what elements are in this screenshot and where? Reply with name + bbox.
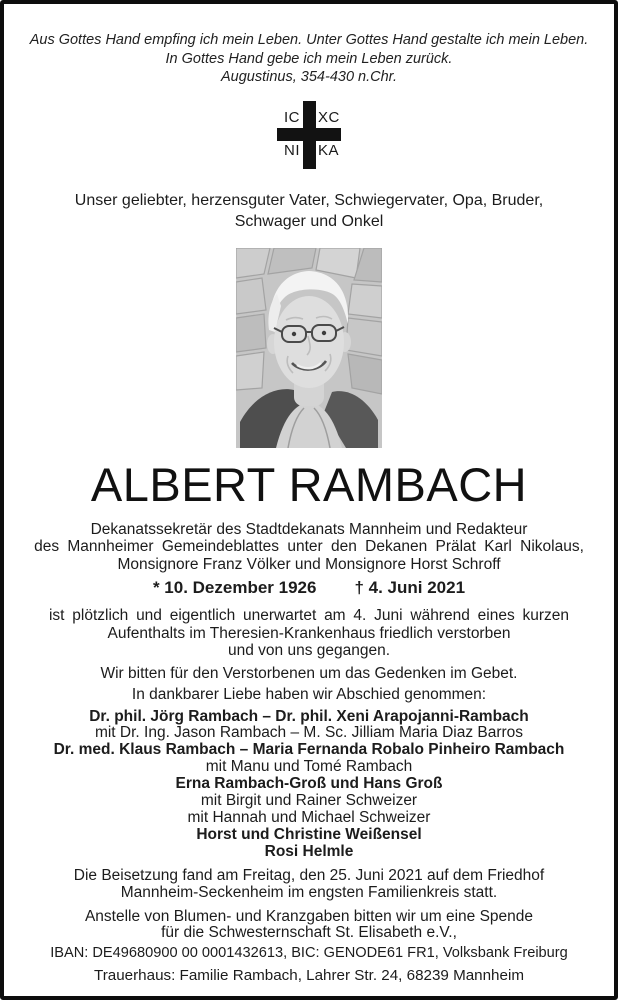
family-line: mit Hannah und Michael Schweizer xyxy=(187,808,431,826)
notice-line: ist plötzlich und eigentlich unerwartet am 4. Juni während eines kurzen xyxy=(48,607,570,624)
notice-line: und von uns gegangen. xyxy=(227,642,391,659)
quote-attribution: Augustinus, 354-430 n.Chr. xyxy=(221,69,397,85)
bank-details: IBAN: DE49680900 00 0001432613, BIC: GENODE61 FR1, Volksbank Freiburg xyxy=(50,945,568,962)
portrait-photo xyxy=(236,248,382,448)
farewell-lead-in: In dankbarer Liebe haben wir Abschied genommen: xyxy=(131,686,487,703)
family-list xyxy=(4,709,614,861)
intro-line: Schwager und Onkel xyxy=(234,213,384,230)
donation-line: für die Schwesternschaft St. Elisabeth e.V., xyxy=(161,924,457,942)
christogram-letters-xc: XC xyxy=(318,108,340,126)
roles-line: Monsignore Franz Völker und Monsignore Horst Schroff xyxy=(117,555,501,573)
christogram-letters-ic: IC xyxy=(284,108,300,126)
notice-line: Aufenthalts im Theresien-Krankenhaus friedlich verstorben xyxy=(107,624,511,642)
cross-horizontal-bar xyxy=(277,128,341,141)
opening-quote xyxy=(4,31,614,87)
death-notice xyxy=(4,607,614,660)
family-line: Horst und Christine Weißensel xyxy=(196,825,422,843)
death-date: † 4. Juni 2021 xyxy=(354,578,466,597)
burial-info xyxy=(4,867,614,902)
family-line: Erna Rambach-Groß und Hans Groß xyxy=(175,775,443,793)
roles-line: des Mannheimer Gemeindeblattes unter den Dekanen Prälat Karl Nikolaus, xyxy=(34,538,584,555)
quote-line: Aus Gottes Hand empfing ich mein Leben. Unter Gottes Hand gestalte ich mein Leben. xyxy=(29,32,589,48)
family-line: Dr. phil. Jörg Rambach – Dr. phil. Xeni Arapojanni-Rambach xyxy=(89,707,529,725)
donation-request xyxy=(4,909,614,943)
family-line: Dr. med. Klaus Rambach – Maria Fernanda Robalo Pinheiro Rambach xyxy=(53,741,565,759)
cross-icon xyxy=(249,101,369,169)
quote-line: In Gottes Hand gebe ich mein Leben zurück. xyxy=(165,50,453,67)
intro-text xyxy=(4,190,614,233)
intro-line: Unser geliebter, herzensguter Vater, Schwiegervater, Opa, Bruder, xyxy=(74,191,544,209)
mourning-house-address: Trauerhaus: Familie Rambach, Lahrer Str. 24, 68239 Mannheim xyxy=(94,967,524,985)
family-line: mit Birgit und Rainer Schweizer xyxy=(200,792,418,810)
family-line: Rosi Helmle xyxy=(264,842,354,860)
family-line: mit Manu und Tomé Rambach xyxy=(205,758,413,776)
life-dates xyxy=(4,578,614,598)
deceased-roles xyxy=(4,521,614,574)
roles-line: Dekanatssekretär des Stadtdekanats Mannheim und Redakteur xyxy=(90,520,528,538)
deceased-name: ALBERT RAMBACH xyxy=(90,457,528,511)
family-line: mit Dr. Ing. Jason Rambach – M. Sc. Jilliam Maria Diaz Barros xyxy=(94,724,524,742)
prayer-request: Wir bitten für den Verstorbenen um das Gedenken im Gebet. xyxy=(100,664,518,682)
donation-line: Anstelle von Blumen- und Kranzgaben bitten wir um eine Spende xyxy=(84,907,534,925)
christogram-letters-ka: KA xyxy=(318,141,340,159)
burial-line: Mannheim-Seckenheim im engsten Familienkreis statt. xyxy=(120,884,498,902)
burial-line: Die Beisetzung fand am Freitag, den 25. Juni 2021 auf dem Friedhof xyxy=(73,866,545,884)
christogram-letters-ni: NI xyxy=(284,141,300,159)
birth-date: * 10. Dezember 1926 xyxy=(152,578,317,597)
christogram xyxy=(4,101,614,169)
